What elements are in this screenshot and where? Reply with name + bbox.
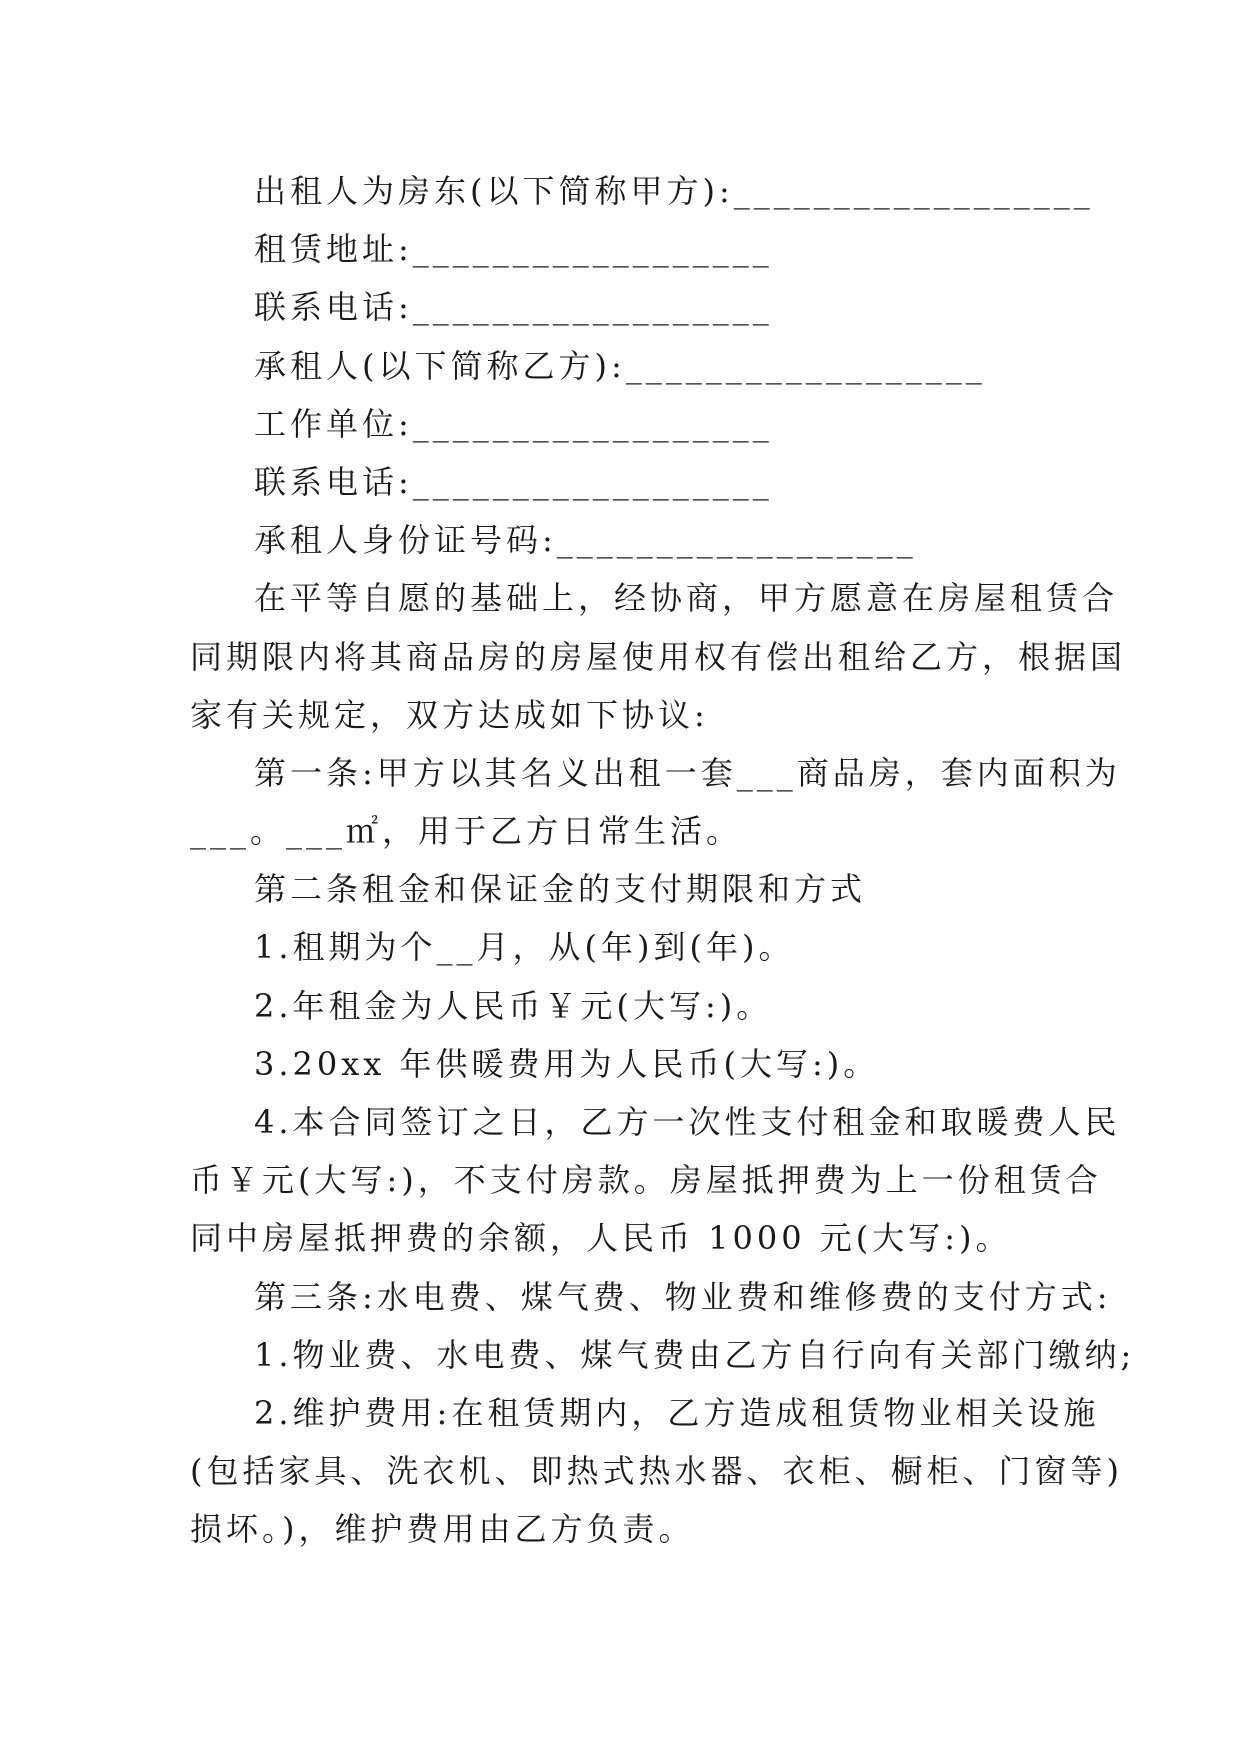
text-line: 租赁地址:__________________ — [254, 230, 773, 269]
contract-body — [190, 162, 1136, 1559]
text-line: 联系电话:__________________ — [254, 462, 773, 501]
text-line: 工作单位:__________________ — [254, 404, 773, 443]
text-line: 第一条:甲方以其名义出租一套___商品房，套内面积为 — [254, 753, 1121, 792]
text-line: 1.租期为个__月，从(年)到(年)。 — [254, 928, 795, 967]
text-line: 币￥元(大写:)，不支付房款。房屋抵押费为上一份租赁合 — [190, 1161, 1102, 1200]
text-line: 承租人身份证号码:__________________ — [254, 521, 917, 560]
text-line: 2.年租金为人民币￥元(大写:)。 — [254, 986, 773, 1025]
text-line: 同中房屋抵押费的余额，人民币 1000 元(大写:)。 — [190, 1219, 1012, 1258]
text-line: 出租人为房东(以下简称甲方):__________________ — [254, 172, 1094, 210]
text-line: 联系电话:__________________ — [254, 288, 773, 327]
text-line: 2.维护费用:在租赁期内，乙方造成租赁物业相关设施 — [254, 1393, 1100, 1432]
text-line: 在平等自愿的基础上，经协商，甲方愿意在房屋租赁合 — [254, 579, 1119, 618]
text-line: 同期限内将其商品房的房屋使用权有偿出租给乙方，根据国 — [190, 637, 1127, 676]
text-line: (包括家具、洗衣机、即热式热水器、衣柜、橱柜、门窗等) — [190, 1452, 1123, 1491]
text-line: 损坏。)，维护费用由乙方负责。 — [190, 1510, 695, 1549]
text-line: ___。___㎡，用于乙方日常生活。 — [190, 812, 743, 851]
text-line: 1.物业费、水电费、煤气费由乙方自行向有关部门缴纳; — [254, 1335, 1136, 1374]
text-line: 第三条:水电费、煤气费、物业费和维修费的支付方式: — [254, 1277, 1112, 1316]
text-line: 家有关规定，双方达成如下协议: — [190, 695, 709, 734]
text-line: 3.20xx 年供暖费用为人民币(大写:)。 — [254, 1044, 880, 1083]
text-line: 承租人(以下简称乙方):__________________ — [254, 346, 986, 385]
text-line: 第二条租金和保证金的支付期限和方式 — [254, 870, 867, 909]
text-line: 4.本合同签订之日，乙方一次性支付租金和取暖费人民 — [254, 1103, 1121, 1141]
